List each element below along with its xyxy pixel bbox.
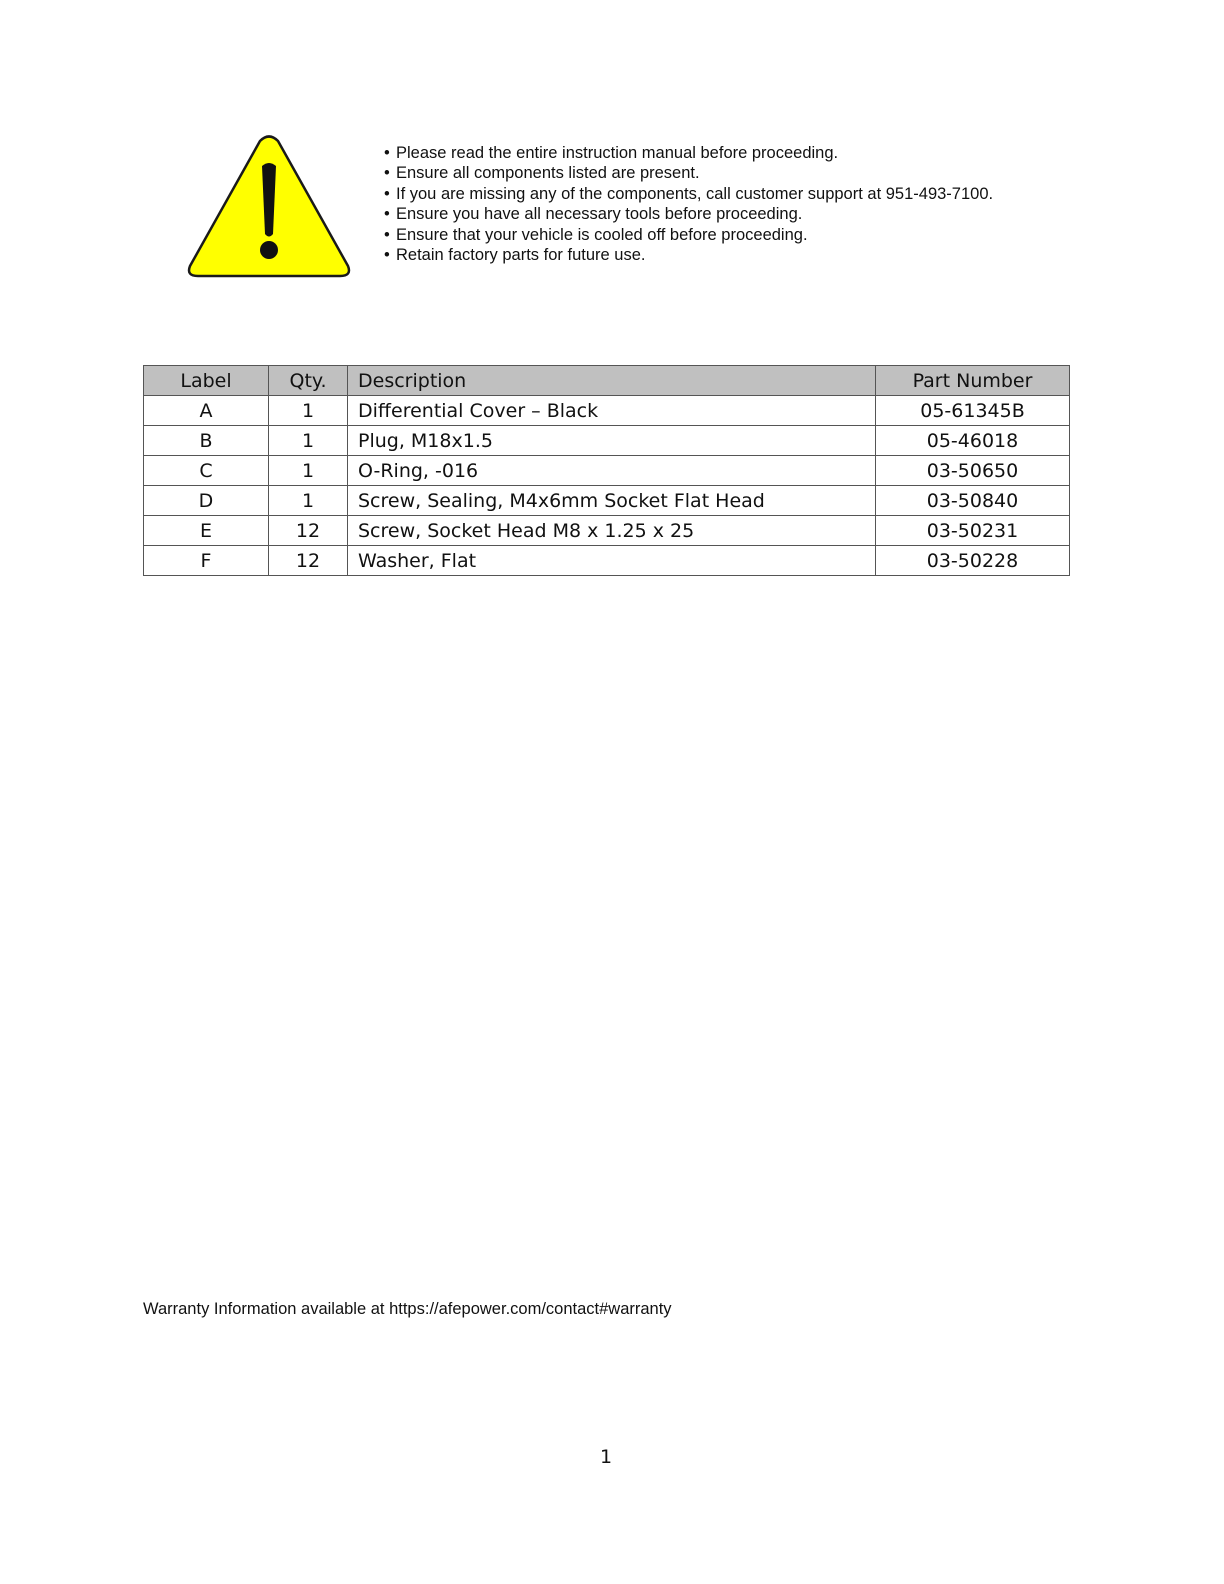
header-label: Label [144,366,269,396]
cell-qty: 1 [269,486,348,516]
cell-part-number: 05-61345B [876,396,1070,426]
cell-part-number: 03-50231 [876,516,1070,546]
table-row [144,426,1070,456]
table-row [144,396,1070,426]
safety-note: • Retain factory parts for future use. [384,246,646,265]
header-description: Description [348,366,876,396]
cell-description: Plug, M18x1.5 [348,426,876,456]
header-qty: Qty. [269,366,348,396]
safety-note: • Ensure all components listed are present. [384,164,700,183]
cell-description: O-Ring, -016 [348,456,876,486]
warranty-info: Warranty Information available at https://afepower.com/contact#warranty [143,1300,672,1318]
parts-table [143,365,1070,576]
cell-description: Screw, Socket Head M8 x 1.25 x 25 [348,516,876,546]
cell-qty: 12 [269,546,348,576]
cell-label: F [144,546,269,576]
cell-label: D [144,486,269,516]
cell-qty: 1 [269,426,348,456]
cell-part-number: 03-50650 [876,456,1070,486]
table-row [144,456,1070,486]
safety-note: • If you are missing any of the components, call customer support at 951-493-7100. [384,184,994,203]
cell-part-number: 05-46018 [876,426,1070,456]
cell-qty: 1 [269,456,348,486]
cell-part-number: 03-50840 [876,486,1070,516]
cell-qty: 12 [269,516,348,546]
table-row [144,516,1070,546]
cell-qty: 1 [269,396,348,426]
cell-label: C [144,456,269,486]
cell-label: B [144,426,269,456]
safety-note: • Ensure that your vehicle is cooled off before proceeding. [384,225,808,244]
safety-notes-list [384,143,993,265]
table-header-row [144,366,1070,396]
safety-note: • Please read the entire instruction manual before proceeding. [384,144,839,162]
safety-note: • Ensure you have all necessary tools before proceeding. [384,205,803,224]
cell-label: E [144,516,269,546]
page-number: 1 [599,1446,613,1468]
cell-label: A [144,396,269,426]
cell-part-number: 03-50228 [876,546,1070,576]
warning-triangle-icon [186,134,352,280]
table-row [144,486,1070,516]
cell-description: Differential Cover – Black [348,396,876,426]
table-row [144,546,1070,576]
header-part-number: Part Number [876,366,1070,396]
cell-description: Screw, Sealing, M4x6mm Socket Flat Head [348,486,876,516]
cell-description: Washer, Flat [348,546,876,576]
